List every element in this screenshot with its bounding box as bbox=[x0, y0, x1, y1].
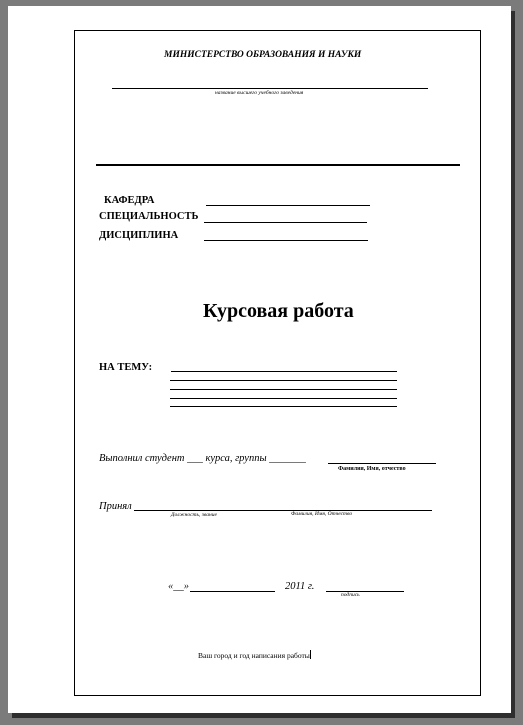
footer-text: Ваш город и год написания работы bbox=[198, 651, 310, 660]
specialty-label: СПЕЦИАЛЬНОСТЬ bbox=[99, 211, 199, 222]
topic-label: НА ТЕМУ: bbox=[99, 362, 153, 373]
text-cursor bbox=[310, 650, 312, 659]
accepted-label: Принял bbox=[99, 501, 132, 512]
document-title: Курсовая работа bbox=[203, 300, 354, 322]
student-name-line[interactable] bbox=[328, 463, 436, 464]
department-label: КАФЕДРА bbox=[104, 195, 155, 206]
topic-line-4[interactable] bbox=[170, 398, 397, 399]
topic-line-3[interactable] bbox=[170, 389, 397, 390]
date-month-line[interactable] bbox=[190, 591, 275, 592]
date-year: 2011 г. bbox=[285, 581, 315, 592]
header-divider bbox=[96, 164, 460, 166]
ministry-heading: МИНИСТЕРСТВО ОБРАЗОВАНИЯ И НАУКИ bbox=[164, 50, 362, 60]
discipline-label: ДИСЦИПЛИНА bbox=[99, 230, 179, 241]
topic-line-5[interactable] bbox=[170, 406, 397, 407]
position-caption: Должность, звание bbox=[171, 512, 217, 518]
footer-city-year bbox=[198, 650, 311, 660]
teacher-name-caption: Фамилия, Имя, Отчество bbox=[291, 511, 353, 517]
university-name-line[interactable] bbox=[112, 88, 428, 89]
university-caption: название высшего учебного заведения bbox=[215, 90, 304, 96]
discipline-line[interactable] bbox=[204, 240, 368, 241]
topic-line-1[interactable] bbox=[171, 371, 397, 372]
date-day: «__» bbox=[168, 581, 189, 592]
accepted-line[interactable] bbox=[134, 510, 432, 511]
student-name-caption: Фамилия, Имя, отчество bbox=[338, 466, 406, 472]
topic-line-2[interactable] bbox=[170, 380, 397, 381]
document-page bbox=[8, 6, 511, 713]
department-line[interactable] bbox=[206, 205, 370, 206]
signature-line[interactable] bbox=[326, 591, 404, 592]
signature-caption: подпись bbox=[341, 592, 360, 598]
performed-student-text: Выполнил студент ___ курса, группы _______ bbox=[99, 453, 306, 464]
specialty-line[interactable] bbox=[204, 222, 367, 223]
